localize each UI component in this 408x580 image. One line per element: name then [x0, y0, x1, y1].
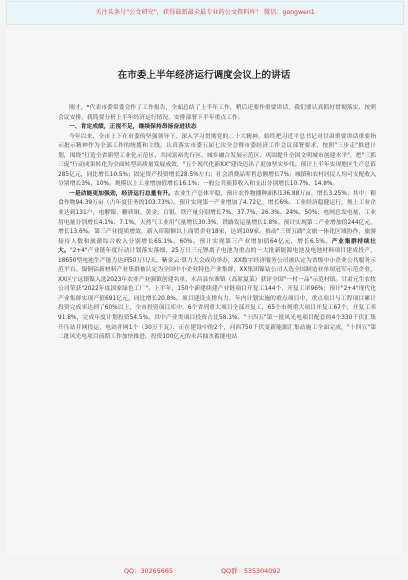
promo-banner[interactable]: 关注头条号"公文研究"，获得最新最全最专业的公文资料库！ 微信：gongwen1: [6, 1, 404, 25]
document-body: [58, 104, 376, 343]
section-heading: 一、肯定成绩，正视不足，继续保持昂扬奋进状态: [69, 124, 197, 131]
intro-paragraph: 刚才，*代表市委常委会作了工作报告，全面总结了上半年工作，稍后还要作重要讲话，我们要认真抓好贯彻落实、按照会议安排，我简要分析上半年经济运行情况，安排部署下半年重点工作。: [58, 105, 376, 121]
qq-group-contact: QQ群：535304092: [221, 567, 281, 575]
document-page: [6, 30, 402, 556]
body-paragraph: [58, 190, 376, 343]
qq-contact: QQ：30265665: [124, 567, 173, 575]
subheading: 产业集群持续壮大。: [58, 238, 376, 255]
footer-contact: [6, 564, 402, 579]
subheading: 一是动能更加强劲，经济运行总量有升。: [69, 190, 174, 197]
document-title: 在市委上半年经济运行调度会议上的讲话: [117, 70, 291, 81]
paragraph-text: "2+4"产业链年度行动计划落实落细，25万只三元锂离子电池为重点的一大批新能源电池及电池材料项目建成投产，18650型电池生产能力达到50万只/天。紫金云·算力大会成功举办，XX数字经济服务公司被认定为省级中小企业公共服务示范平台。镍铜钴新材料产业集群被认定为全国中小企业特色产业集群，XX集团镍钴公司入选全国制造业单项冠军示范企业，XX区宁远镇镍入选2023年农业产业强镇创建名单，永昌县东寨镇（高原夏菜）获评全国"一村一品"示范村镇。甘肃元生农牧公司荣获"2022年度国家绿色工厂"。上半年，150个新建续建产业链项目开复工144个，开复工率96%；预计"2+4"现代化产业集群实现产值691亿元，同比增长20.8%。项目建设支撑有力，年内计划实施的重点项目中，重点项目与工程项目累计投资完成率达到了60%以上，全市投资项目库中，6个省列重大项目全部开复工，65个市列重大项目开复工67个，开复工率91.8%，完成年度计划投资54.5%。其中产业类项目投资占比58.1%。"十四五"第一批风光电项目配套的4个330千伏汇集升压站并网投运，电站并网1个（30万千瓦）、正在建设中的2个，河西750千伏变新能源汇集站施工全面完成，"十四五"第二批风光电项目前期工作加快推进，投资100亿元的永昌抽水蓄能电站: [58, 248, 376, 341]
paragraph-text: 农业生产总体平稳，预计农作物播种面积136.88万亩，增长3.25%；其中：粮食作物94.39万亩（占年度任务的103.73%）。预计实现第一产业增加了4.72亿，增长6%。工业经济稳健运行，规上工业企业达到131户，电解镍、糖质铜、黄金、白银、铁产量分别增长7%、37.7%、26.3%、24%、50%；电网总发电量、工业用电量分别增长4.1%、7.1%，天然气工业用气量增长30.3%，铁路发运量增长1.8%。预计实现第二产业增加值244亿元，增长13.6%。第三产业提质增效，新入库限额以上商贸企业18家，达到109家。推动"三资五路"文旅一体化区域协作，旅游接待人数和旅游综合收入分别增长65.1%、60%。预计实现第三产业增加值64亿元，增长6.5%。: [58, 190, 376, 245]
body-paragraph: 今年以来，全市上下在市委的坚强领导下，深入学习贯彻党的二十大精神，始终把习近平总书记对甘肃重要讲话重要指示批示精神作为全部工作的统揽和主线，认真落实市委五届七次全会暨市委经济工作会议部署要求，按照"三步走"推进计划，围绕"打造全省新型工业化示范区、共同富裕先行区、城乡融合发展示范区、巩固提升全国文明城市创建水平"，把"三抓三促"行动成果转化为全面转型高质量发展成效，"五个现代化新XX"建设迈出了更加坚实步伐。预计上半年实现地区生产总值285亿元，同比增长10.5%；固定资产投资增长28.5%左右；社会消费品零售总额增长7%；城镇和农村居民人均可支配收入分别增长3%、10%。规模以上工业增加值增长16.1%；一般公共预算收入和支出分别增长10.7%、14.8%。: [58, 133, 376, 188]
